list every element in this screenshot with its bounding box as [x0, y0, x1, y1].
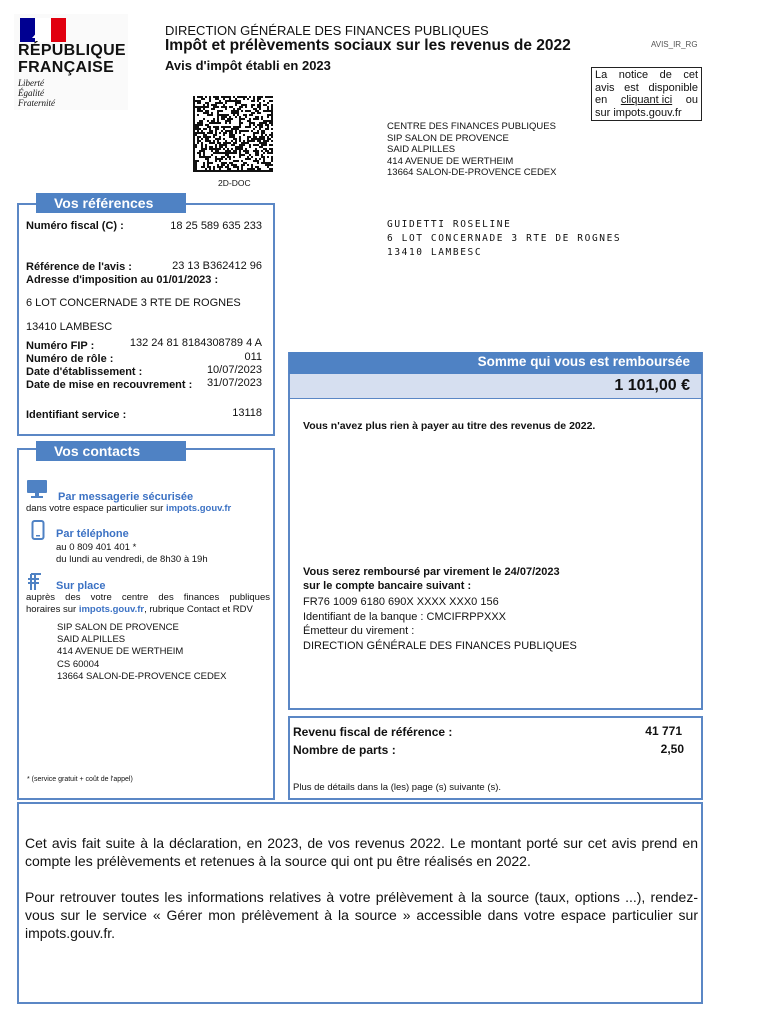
contact-addr2: SAID ALPILLES [57, 634, 126, 646]
logo-motto-2: Égalité [18, 88, 44, 98]
centre-address [387, 121, 556, 179]
place-text1: auprès des votre centre des finances publiques [26, 592, 270, 603]
contact-addr4: CS 60004 [57, 658, 100, 670]
notice-line3 [595, 94, 698, 107]
centre-line1: CENTRE DES FINANCES PUBLIQUES [387, 121, 556, 132]
tel-hours: du lundi au vendredi, de 8h30 à 19h [56, 554, 208, 565]
transfer-line1: Vous serez remboursé par virement le 24/07/2023 [303, 566, 560, 578]
centre-line2: SIP SALON DE PROVENCE [387, 132, 509, 144]
recipient-line2: 6 LOT CONCERNADE 3 RTE DE ROGNES [387, 233, 622, 244]
bank-id: Identifiant de la banque : CMCIFRPPXXX [303, 611, 506, 623]
service-id-value: 13118 [232, 407, 262, 419]
notice-line1: La notice de cet [595, 69, 698, 81]
logo-motto-1: Liberté [18, 78, 44, 88]
notice-link[interactable]: cliquant ici [620, 94, 673, 106]
logo-line2: FRANÇAISE [18, 59, 115, 76]
recipient-line3: 13410 LAMBESC [387, 247, 483, 258]
msg-link[interactable]: impots.gouv.fr [165, 503, 232, 514]
datamatrix-label: 2D-DOC [218, 178, 251, 188]
datamatrix-code [193, 96, 273, 172]
role-label: Numéro de rôle : [26, 353, 114, 365]
refund-heading: Somme qui vous est remboursée [289, 352, 702, 374]
parts-value: 2,50 [660, 742, 684, 756]
info-paragraph-1: Cet avis fait suite à la déclaration, en 2023, de vos revenus 2022. Le montant porté sur cet avis prend en compte les prélèvements et retenues à la source qui ont pu être réalisés en 2022. [25, 835, 698, 869]
recouv-date-value: 31/07/2023 [206, 377, 262, 389]
reference-value: 23 13 B362412 96 [172, 260, 262, 272]
tel-title: Par téléphone [56, 528, 129, 540]
notice-line3-pre: en [595, 94, 608, 106]
contact-footnote: * (service gratuit + coût de l'appel) [27, 776, 133, 783]
fip-label: Numéro FIP : [26, 340, 95, 352]
address-line2: 13410 LAMBESC [26, 321, 113, 333]
document-subtitle: Avis d'impôt établi en 2023 [165, 58, 331, 73]
place-text2-post: , rubrique Contact et RDV [144, 604, 253, 615]
iban: FR76 1009 6180 690X XXXX XXX0 156 [303, 596, 499, 608]
address-line1: 6 LOT CONCERNADE 3 RTE DE ROGNES [26, 297, 241, 309]
place-text2 [26, 604, 253, 615]
place-link[interactable]: impots.gouv.fr [78, 604, 145, 615]
address-label: Adresse d'imposition au 01/01/2023 : [26, 274, 219, 286]
reference-label: Référence de l'avis : [26, 261, 132, 273]
notice-line2: avis est disponible [595, 81, 698, 94]
fip-value: 132 24 81 8184308789 4 A [129, 337, 262, 349]
parts-label: Nombre de parts : [293, 743, 396, 757]
etab-date-label: Date d'établissement : [26, 366, 143, 378]
notice-box [591, 67, 702, 121]
info-paragraph-2: Pour retrouver toutes les informations relatives à votre prélèvement à la source (taux, options ...), rendez-vous sur le service « Gérer mon prélèvement à la source » accessible dans votre espace particulier sur impots.gouv.fr. [25, 889, 698, 941]
recouv-date-label: Date de mise en recouvrement : [26, 379, 193, 391]
notice-line4: sur impots.gouv.fr [595, 106, 682, 119]
logo-line1: RÉPUBLIQUE [18, 42, 126, 59]
msg-text-body: dans votre espace particulier sur [26, 503, 164, 514]
issuer: DIRECTION GÉNÉRALE DES FINANCES PUBLIQUES [303, 640, 577, 652]
refund-box [288, 352, 703, 710]
flag-icon [20, 18, 66, 42]
refund-amount: 1 101,00 € [614, 377, 690, 394]
document-title: Impôt et prélèvements sociaux sur les revenus de 2022 [165, 37, 571, 54]
direction-title: DIRECTION GÉNÉRALE DES FINANCES PUBLIQUES [165, 23, 489, 38]
transfer-line2: sur le compte bancaire suivant : [303, 580, 472, 592]
contact-addr5: 13664 SALON-DE-PROVENCE CEDEX [57, 670, 227, 682]
centre-line4: 414 AVENUE DE WERTHEIM [387, 155, 514, 167]
references-heading: Vos références [36, 193, 186, 213]
tel-number: au 0 809 401 401 * [56, 542, 137, 553]
msg-text [26, 503, 231, 514]
fiscal-number-value: 18 25 589 635 233 [170, 220, 262, 232]
nothing-to-pay: Vous n'avez plus rien à payer au titre des revenus de 2022. [303, 420, 596, 432]
role-value: 011 [244, 351, 262, 363]
contact-addr3: 414 AVENUE DE WERTHEIM [57, 646, 184, 658]
place-text2-pre: horaires sur [26, 604, 77, 615]
phone-icon [31, 520, 45, 540]
recipient-address [387, 218, 621, 260]
msg-title: Par messagerie sécurisée [58, 491, 194, 503]
form-code: AVIS_IR_RG [651, 40, 698, 49]
contacts-heading: Vos contacts [36, 441, 186, 461]
rfr-value: 41 771 [645, 724, 682, 738]
contact-address [57, 622, 226, 683]
republique-francaise-logo [14, 14, 128, 110]
details-note: Plus de détails dans la (les) page (s) suivante (s). [293, 782, 502, 793]
service-id-label: Identifiant service : [26, 409, 127, 421]
references-box [17, 203, 275, 436]
centre-line5: 13664 SALON-DE-PROVENCE CEDEX [387, 167, 557, 178]
computer-icon [26, 479, 48, 499]
notice-line3-post: ou [685, 94, 698, 106]
etab-date-value: 10/07/2023 [206, 364, 262, 376]
euro-building-icon [27, 573, 43, 591]
centre-line3: SAID ALPILLES [387, 144, 456, 155]
fiscal-number-label: Numéro fiscal (C) : [26, 220, 124, 232]
place-title: Sur place [56, 580, 106, 592]
issuer-label: Émetteur du virement : [303, 625, 415, 637]
rfr-label: Revenu fiscal de référence : [293, 725, 453, 739]
contact-addr1: SIP SALON DE PROVENCE [57, 622, 179, 633]
recipient-name: GUIDETTI ROSELINE [387, 219, 512, 230]
logo-motto-3: Fraternité [18, 98, 55, 108]
